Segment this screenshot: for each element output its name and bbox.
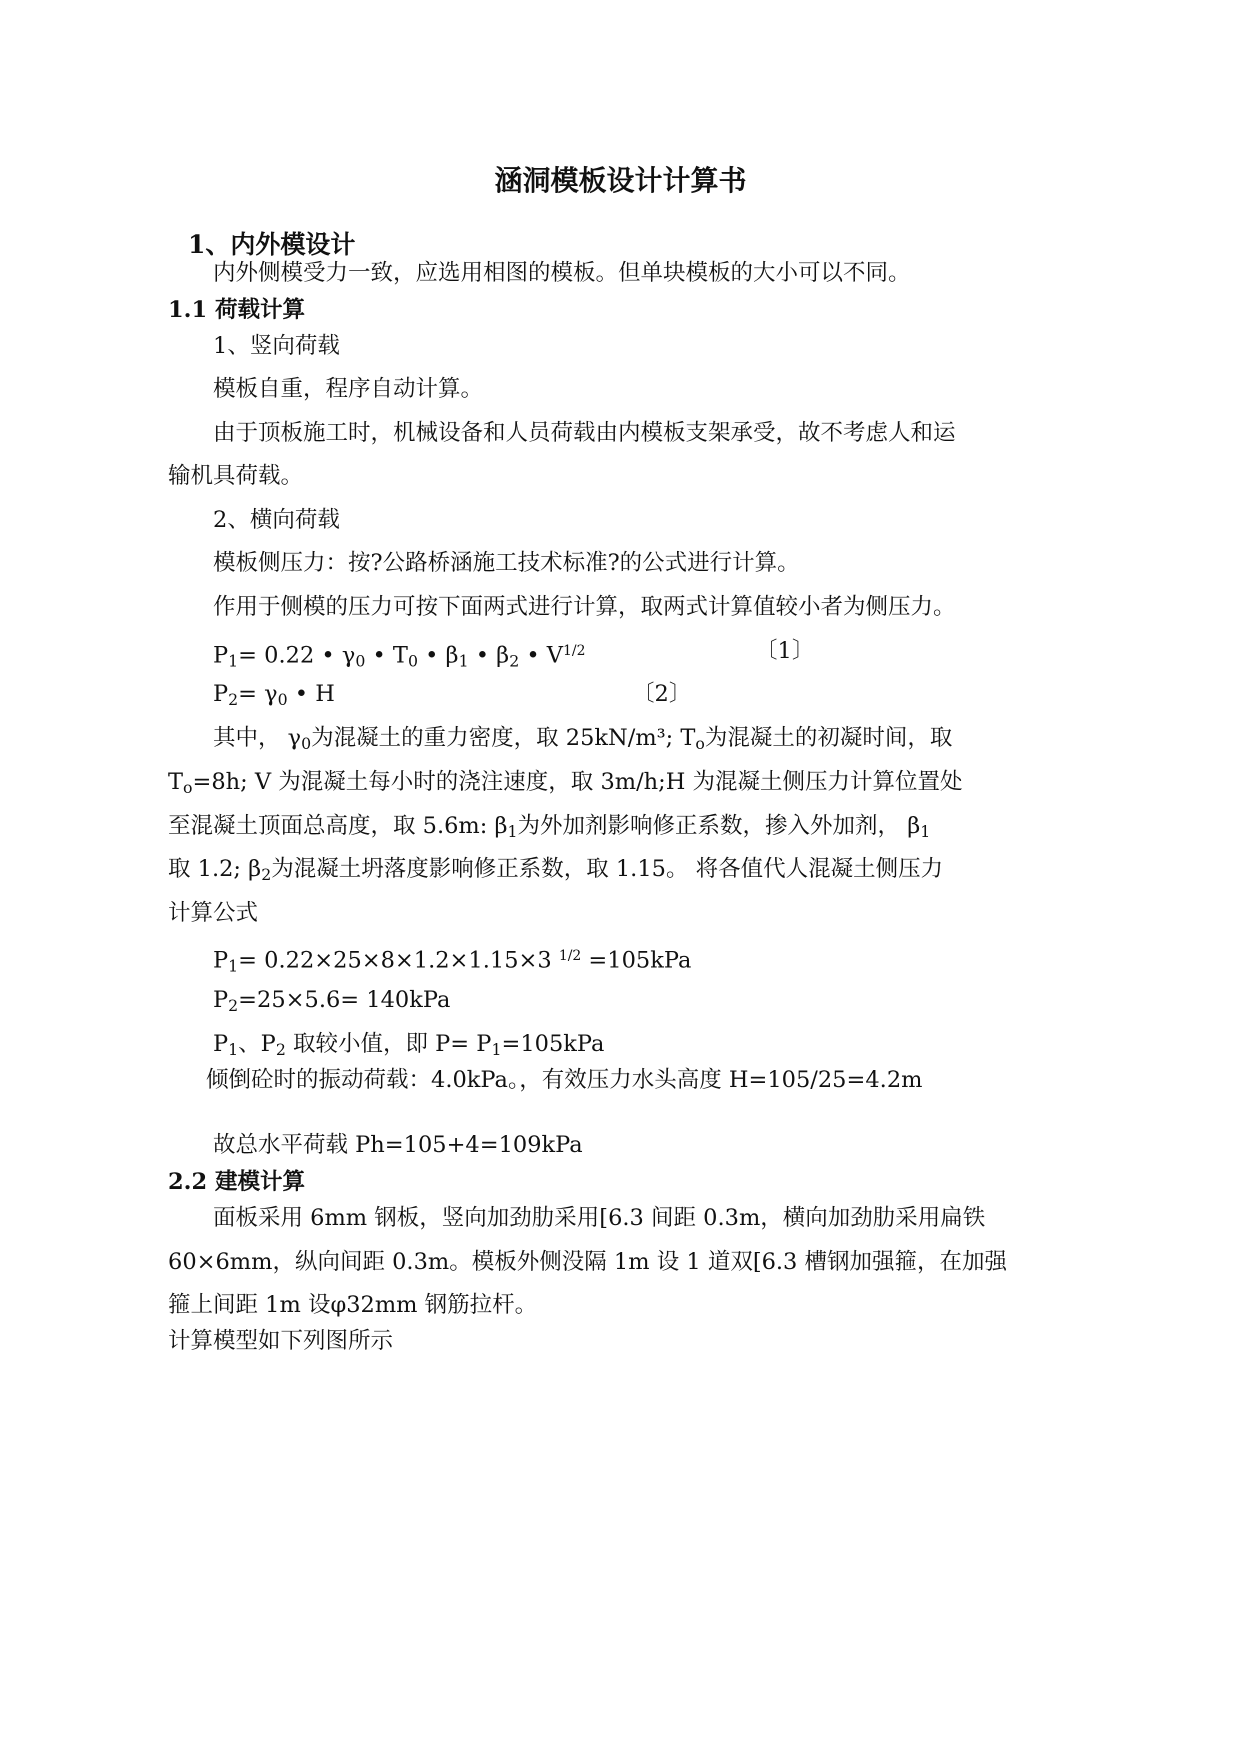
formula-1: $P_1= 0.22$ • $\gamma_0$ • $T_0$ • $\beta_1$ • $\beta_2$ • $V^{1/2}$	[213, 642, 586, 671]
total-load-text: 故总水平荷载 Ph=105+4=109kPa	[213, 1132, 583, 1158]
vertical-load-heading: 1、竖向荷载	[213, 333, 340, 359]
calc-min: $P_1$、$P_2$ 取较小值，即 $P= P_1=105kPa$	[213, 1031, 605, 1059]
formula-2: $P_2= \gamma_0$ • H	[213, 681, 335, 709]
section-2-2-heading: 2.2 建模计算	[168, 1169, 305, 1195]
section-1-1-heading: 1.1 荷载计算	[168, 297, 305, 323]
horizontal-load-heading: 2、横向荷载	[213, 507, 340, 533]
modeling-line-3: 箍上间距 1m 设φ32mm 钢筋拉杆。	[168, 1292, 538, 1318]
section-1-heading: 1、内外模设计	[188, 230, 356, 259]
lateral-pressure-text: 模板侧压力：按?公路桥涵施工技术标准?的公式进行计算。	[213, 550, 800, 576]
section-1-intro: 内外侧模受力一致，应选用相图的模板。但单块模板的大小可以不同。	[213, 260, 911, 286]
construction-note-line-2: 输机具荷载。	[168, 463, 304, 489]
formula-2-number: 〔2〕	[632, 681, 692, 707]
calc-p1: $P_1= 0.22\times 25\times 8\times 1.2\times 1.15\times 3$ $^{1/2}$ =105kPa	[213, 947, 692, 976]
where-line-2: $T_o=8h$; V 为混凝土每小时的浇注速度，取 3m/h;H 为混凝土侧压力计算位置处	[168, 769, 963, 797]
where-line-4: 取 1.2; $\beta_2$为混凝土坍落度影响修正系数，取 1.15。 将各值代人混凝土侧压力	[168, 856, 944, 884]
document-title: 涵洞模板设计计算书	[494, 164, 747, 197]
vibration-load-text: 倾倒砼时的振动荷载：4.0kPa。，有效压力水头高度 H=105/25=4.2m	[206, 1067, 923, 1093]
construction-note-line-1: 由于顶板施工时，机械设备和人员荷载由内模板支架承受，故不考虑人和运	[213, 420, 956, 446]
where-line-1: 其中， $\gamma_0$为混凝土的重力密度，取 25kN/m³; $T_o$为混凝土的初凝时间，取	[213, 725, 953, 753]
where-line-5: 计算公式	[168, 900, 259, 926]
model-figure-caption: 计算模型如下列图所示	[168, 1328, 394, 1354]
modeling-line-2: 60×6mm，纵向间距 0.3m。模板外侧没隔 1m 设 1 道双[6.3 槽钢加强箍，在加强	[168, 1249, 1008, 1275]
formula-1-number: 〔1〕	[755, 638, 815, 664]
modeling-line-1: 面板采用 6mm 钢板，竖向加劲肋采用[6.3 间距 0.3m，横向加劲肋采用扁铁	[213, 1205, 986, 1231]
two-formulas-text: 作用于侧模的压力可按下面两式进行计算，取两式计算值较小者为侧压力。	[213, 594, 956, 620]
where-line-3: 至混凝土顶面总高度，取 5.6m: $\beta_1$为外加剂影响修正系数，掺入外加剂， $\beta_1$	[168, 813, 931, 841]
self-weight-text: 模板自重，程序自动计算。	[213, 376, 484, 402]
calc-p2: $P_2=25\times 5.6= 140kPa$	[213, 987, 451, 1015]
